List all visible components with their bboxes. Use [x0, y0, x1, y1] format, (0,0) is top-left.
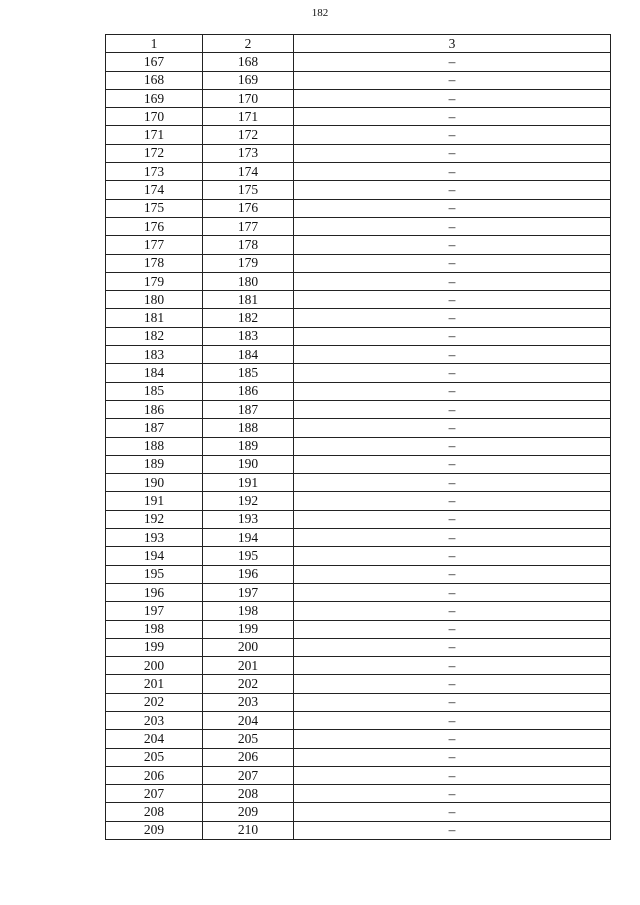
table-cell-col-1: 181 [106, 309, 203, 327]
table-row [106, 181, 611, 199]
table-cell-col-3: – [294, 602, 611, 620]
table-cell-col-3: – [294, 620, 611, 638]
table-cell-col-1: 192 [106, 510, 203, 528]
table-cell-col-2: 208 [203, 785, 294, 803]
table-cell-col-2: 195 [203, 547, 294, 565]
table-cell-col-2: 175 [203, 181, 294, 199]
table-row [106, 108, 611, 126]
table-cell-col-2: 209 [203, 803, 294, 821]
table-cell-col-3: – [294, 163, 611, 181]
table-row [106, 638, 611, 656]
table-cell-col-1: 205 [106, 748, 203, 766]
table-cell-col-2: 199 [203, 620, 294, 638]
table-cell-col-3: – [294, 766, 611, 784]
table-cell-col-2: 174 [203, 163, 294, 181]
table-row [106, 602, 611, 620]
table-row [106, 89, 611, 107]
table-cell-col-3: – [294, 583, 611, 601]
table-cell-col-2: 176 [203, 199, 294, 217]
table-row [106, 163, 611, 181]
table-cell-col-2: 206 [203, 748, 294, 766]
table-row [106, 272, 611, 290]
table-cell-col-3: – [294, 217, 611, 235]
table-cell-col-2: 204 [203, 711, 294, 729]
table-cell-col-1: 173 [106, 163, 203, 181]
table-cell-col-3: – [294, 419, 611, 437]
table-cell-col-3: – [294, 711, 611, 729]
table-cell-col-1: 183 [106, 346, 203, 364]
table-cell-col-2: 210 [203, 821, 294, 839]
table-cell-col-1: 193 [106, 529, 203, 547]
table-row [106, 199, 611, 217]
table-cell-col-2: 191 [203, 474, 294, 492]
table-cell-col-2: 169 [203, 71, 294, 89]
table-cell-col-3: – [294, 199, 611, 217]
table-cell-col-2: 207 [203, 766, 294, 784]
table-row [106, 583, 611, 601]
table-cell-col-3: – [294, 254, 611, 272]
table-row [106, 437, 611, 455]
table-cell-col-1: 198 [106, 620, 203, 638]
table-cell-col-2: 187 [203, 400, 294, 418]
table-cell-col-1: 203 [106, 711, 203, 729]
table-cell-col-1: 206 [106, 766, 203, 784]
table-cell-col-1: 207 [106, 785, 203, 803]
table-row [106, 657, 611, 675]
table-cell-col-3: – [294, 748, 611, 766]
table-row [106, 71, 611, 89]
table-cell-col-1: 202 [106, 693, 203, 711]
table-cell-col-2: 180 [203, 272, 294, 290]
table-cell-col-2: 196 [203, 565, 294, 583]
table-cell-col-2: 203 [203, 693, 294, 711]
table-cell-col-1: 180 [106, 291, 203, 309]
table-cell-col-3: – [294, 785, 611, 803]
table-cell-col-1: 194 [106, 547, 203, 565]
table-cell-col-2: 200 [203, 638, 294, 656]
table-cell-col-2: 190 [203, 455, 294, 473]
table-cell-col-1: 186 [106, 400, 203, 418]
column-header-3: 3 [294, 35, 611, 53]
table-cell-col-2: 177 [203, 217, 294, 235]
table-cell-col-3: – [294, 474, 611, 492]
table-body [106, 53, 611, 840]
table-row [106, 144, 611, 162]
table-cell-col-3: – [294, 675, 611, 693]
table-cell-col-3: – [294, 327, 611, 345]
table-cell-col-2: 170 [203, 89, 294, 107]
table-row [106, 254, 611, 272]
table-cell-col-1: 195 [106, 565, 203, 583]
table-row [106, 309, 611, 327]
table-cell-col-1: 184 [106, 364, 203, 382]
table-row [106, 675, 611, 693]
table-cell-col-3: – [294, 529, 611, 547]
table-cell-col-3: – [294, 144, 611, 162]
table-row [106, 492, 611, 510]
table-cell-col-3: – [294, 71, 611, 89]
table-cell-col-2: 185 [203, 364, 294, 382]
table-row [106, 236, 611, 254]
table-cell-col-1: 179 [106, 272, 203, 290]
table-cell-col-3: – [294, 53, 611, 71]
table-row [106, 382, 611, 400]
table-cell-col-1: 199 [106, 638, 203, 656]
table-row [106, 126, 611, 144]
table-cell-col-1: 171 [106, 126, 203, 144]
table-cell-col-1: 178 [106, 254, 203, 272]
table-cell-col-3: – [294, 693, 611, 711]
table-cell-col-2: 201 [203, 657, 294, 675]
table-row [106, 346, 611, 364]
table-cell-col-3: – [294, 89, 611, 107]
table-row [106, 821, 611, 839]
table-cell-col-2: 173 [203, 144, 294, 162]
table-row [106, 53, 611, 71]
table-cell-col-3: – [294, 346, 611, 364]
table-cell-col-1: 172 [106, 144, 203, 162]
table-cell-col-3: – [294, 126, 611, 144]
table-cell-col-3: – [294, 803, 611, 821]
table-cell-col-3: – [294, 565, 611, 583]
table-cell-col-1: 185 [106, 382, 203, 400]
table-row [106, 327, 611, 345]
table-cell-col-1: 177 [106, 236, 203, 254]
column-header-1: 1 [106, 35, 203, 53]
table-cell-col-1: 208 [106, 803, 203, 821]
table-cell-col-1: 204 [106, 730, 203, 748]
table-cell-col-3: – [294, 437, 611, 455]
table-cell-col-2: 179 [203, 254, 294, 272]
table-cell-col-3: – [294, 730, 611, 748]
table-cell-col-3: – [294, 108, 611, 126]
table-cell-col-1: 197 [106, 602, 203, 620]
table-cell-col-3: – [294, 821, 611, 839]
table-cell-col-2: 186 [203, 382, 294, 400]
table-header-row [106, 35, 611, 53]
table-row [106, 510, 611, 528]
table-row [106, 364, 611, 382]
table-cell-col-1: 200 [106, 657, 203, 675]
table-row [106, 620, 611, 638]
table-cell-col-1: 169 [106, 89, 203, 107]
table-cell-col-3: – [294, 657, 611, 675]
table-row [106, 217, 611, 235]
table-cell-col-3: – [294, 309, 611, 327]
table-row [106, 400, 611, 418]
table-cell-col-1: 167 [106, 53, 203, 71]
table-row [106, 693, 611, 711]
table-cell-col-2: 197 [203, 583, 294, 601]
table-row [106, 730, 611, 748]
table-cell-col-3: – [294, 638, 611, 656]
table-row [106, 785, 611, 803]
table-row [106, 547, 611, 565]
table-cell-col-1: 182 [106, 327, 203, 345]
page-number: 182 [311, 7, 329, 19]
table-cell-col-2: 171 [203, 108, 294, 126]
table-cell-col-3: – [294, 547, 611, 565]
table-cell-col-2: 205 [203, 730, 294, 748]
table-cell-col-2: 184 [203, 346, 294, 364]
table-row [106, 474, 611, 492]
table-cell-col-1: 196 [106, 583, 203, 601]
table-row [106, 291, 611, 309]
table-cell-col-3: – [294, 382, 611, 400]
table-cell-col-2: 181 [203, 291, 294, 309]
table-cell-col-2: 182 [203, 309, 294, 327]
table-cell-col-2: 188 [203, 419, 294, 437]
table-cell-col-3: – [294, 492, 611, 510]
table-cell-col-1: 189 [106, 455, 203, 473]
table-cell-col-2: 178 [203, 236, 294, 254]
table-cell-col-3: – [294, 236, 611, 254]
table-row [106, 711, 611, 729]
table-cell-col-1: 176 [106, 217, 203, 235]
table-cell-col-1: 201 [106, 675, 203, 693]
table-cell-col-2: 192 [203, 492, 294, 510]
table-cell-col-2: 183 [203, 327, 294, 345]
table-cell-col-1: 187 [106, 419, 203, 437]
table-cell-col-1: 175 [106, 199, 203, 217]
table-cell-col-2: 193 [203, 510, 294, 528]
table-cell-col-2: 168 [203, 53, 294, 71]
column-header-2: 2 [203, 35, 294, 53]
table-row [106, 803, 611, 821]
table-cell-col-3: – [294, 272, 611, 290]
table-cell-col-3: – [294, 181, 611, 199]
table-row [106, 565, 611, 583]
table-row [106, 529, 611, 547]
table-row [106, 766, 611, 784]
table-cell-col-2: 198 [203, 602, 294, 620]
table-cell-col-1: 191 [106, 492, 203, 510]
table-cell-col-1: 170 [106, 108, 203, 126]
table-cell-col-2: 172 [203, 126, 294, 144]
table-row [106, 419, 611, 437]
table-cell-col-3: – [294, 291, 611, 309]
table-cell-col-1: 209 [106, 821, 203, 839]
table-cell-col-3: – [294, 455, 611, 473]
table-cell-col-1: 188 [106, 437, 203, 455]
data-table [105, 34, 611, 840]
table-row [106, 455, 611, 473]
table-cell-col-2: 194 [203, 529, 294, 547]
table-row [106, 748, 611, 766]
table-cell-col-1: 174 [106, 181, 203, 199]
table-cell-col-3: – [294, 364, 611, 382]
table-cell-col-1: 190 [106, 474, 203, 492]
table-cell-col-2: 189 [203, 437, 294, 455]
table-cell-col-3: – [294, 400, 611, 418]
table-cell-col-2: 202 [203, 675, 294, 693]
table-cell-col-1: 168 [106, 71, 203, 89]
table-cell-col-3: – [294, 510, 611, 528]
